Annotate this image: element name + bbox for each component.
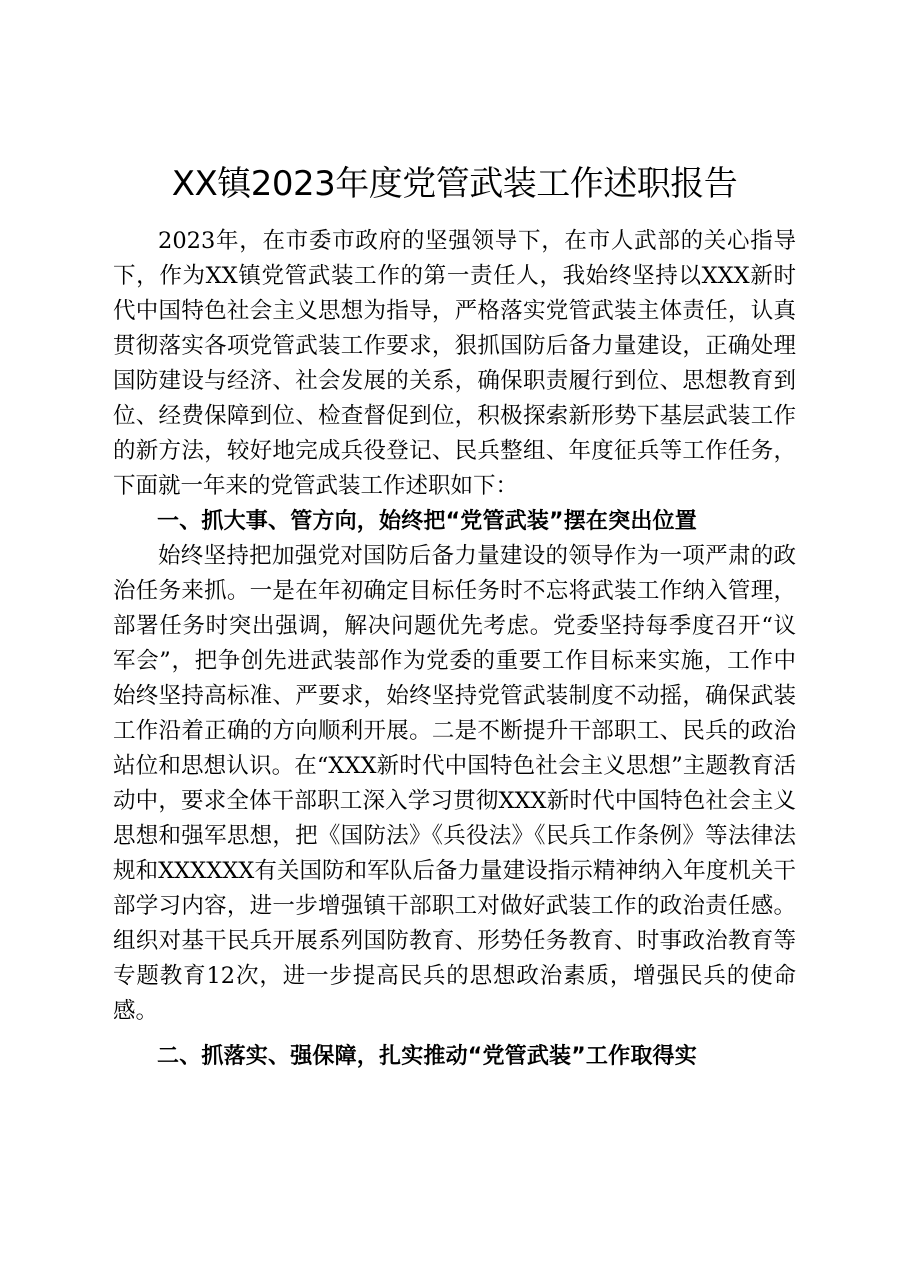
section-heading-2: 二、抓落实、强保障，扎实推动“党管武装”工作取得实	[157, 1044, 697, 1069]
section-heading-1: 一、抓大事、管方向，始终把“党管武装”摆在突出位置	[157, 509, 697, 534]
document-title: XX镇2023年度党管武装工作述职报告	[171, 164, 738, 204]
section-1-paragraph: 始终坚持把加强党对国防后备力量建设的领导作为一项严肃的政治任务来抓。一是在年初确定目标任务时不忘将武装工作纳入管理，部署任务时突出强调，解决问题优先考虑。党委坚持每季度召开“议军会”，把争创先进武装部作为党委的重要工作目标来实施，工作中始终坚持高标准、严要求，始终坚持党管武装制度不动摇，确保武装工作沿着正确的方向顺利开展。二是不断提升干部职工、民兵的政治站位和思想认识。在“XXX新时代中国特色社会主义思想”主题教育活动中，要求全体干部职工深入学习贯彻XXX新时代中国特色社会主义思想和强军思想，把《国防法》《兵役法》《民兵工作条例》等法律法规和XXXXXX有关国防和军队后备力量建设指示精神纳入年度机关干部学习内容，进一步增强镇干部职工对做好武装工作的政治责任感。组织对基干民兵开展系列国防教育、形势任务教育、时事政治教育等专题教育12次，进一步提高民兵的思想政治素质，增强民兵的使命感。	[113, 543, 796, 1024]
document-body	[113, 224, 796, 1074]
intro-paragraph: 2023年，在市委市政府的坚强领导下，在市人武部的关心指导下，作为XX镇党管武装工作的第一责任人，我始终坚持以XXX新时代中国特色社会主义思想为指导，严格落实党管武装主体责任，认真贯彻落实各项党管武装工作要求，狠抓国防后备力量建设，正确处理国防建设与经济、社会发展的关系，确保职责履行到位、思想教育到位、经费保障到位、检查督促到位，积极探索新形势下基层武装工作的新方法，较好地完成兵役登记、民兵整组、年度征兵等工作任务，下面就一年来的党管武装工作述职如下：	[113, 228, 796, 499]
